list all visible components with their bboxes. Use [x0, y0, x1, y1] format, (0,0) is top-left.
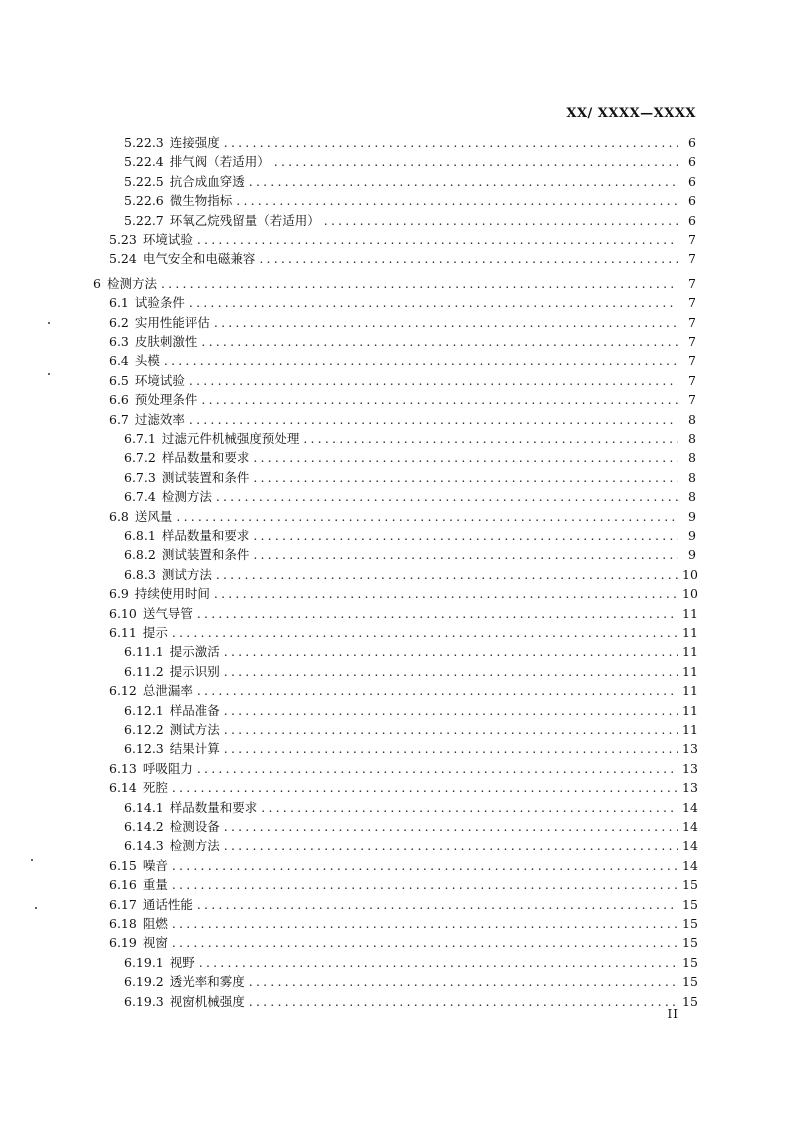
scan-speck — [48, 322, 50, 324]
toc-leader-dots — [253, 468, 678, 487]
toc-entry[interactable] — [124, 953, 696, 972]
toc-entry-title: 测试装置和条件 — [161, 547, 250, 563]
toc-entry[interactable] — [124, 133, 696, 152]
toc-entry[interactable] — [109, 914, 696, 933]
toc-entry-number: 5.22.4 — [124, 154, 164, 170]
toc-entry-number: 6.18 — [109, 916, 137, 931]
toc-entry-page: 9 — [688, 508, 696, 524]
toc-entry-page: 15 — [682, 993, 698, 1009]
toc-entry[interactable] — [109, 681, 696, 700]
toc-entry[interactable] — [109, 584, 696, 603]
toc-entry-page: 11 — [682, 722, 698, 737]
toc-entry-title: 电气安全和电磁兼容 — [142, 251, 256, 267]
toc-leader-dots — [197, 895, 678, 914]
toc-entry[interactable] — [109, 332, 696, 351]
toc-entry-page: 10 — [682, 566, 698, 582]
toc-entry-title: 送风量 — [134, 508, 173, 524]
toc-entry-number: 6.19.3 — [124, 993, 164, 1009]
toc-entry[interactable] — [124, 191, 696, 210]
toc-entry[interactable] — [124, 739, 696, 758]
toc-leader-dots — [214, 313, 678, 332]
toc-entry-page: 8 — [688, 431, 696, 446]
toc-entry-number: 6.14.2 — [124, 819, 164, 834]
toc-entry-page: 11 — [682, 663, 698, 679]
toc-entry-title: 环氧乙烷残留量（若适用） — [169, 212, 320, 228]
toc-leader-dots — [303, 429, 678, 448]
toc-entry-number: 5.22.5 — [124, 173, 164, 189]
toc-leader-dots — [224, 817, 678, 836]
toc-entry[interactable] — [109, 249, 696, 268]
toc-entry-title: 试验条件 — [134, 295, 185, 311]
toc-entry-page: 11 — [682, 625, 698, 640]
toc-entry-title: 检测设备 — [169, 819, 220, 834]
toc-entry-title: 环境试验 — [142, 232, 193, 247]
toc-leader-dots — [216, 565, 678, 584]
toc-entry-page: 6 — [688, 154, 696, 170]
toc-leader-dots — [224, 836, 678, 855]
toc-entry-title: 过滤效率 — [134, 411, 185, 427]
toc-entry-title: 连接强度 — [169, 135, 220, 150]
toc-entry[interactable] — [124, 992, 696, 1011]
toc-leader-dots — [261, 798, 678, 817]
toc-entry-number: 6.3 — [109, 334, 129, 349]
toc-entry-number: 6.7.1 — [124, 431, 156, 446]
toc-entry-number: 6.8 — [109, 508, 129, 524]
toc-entry-page: 8 — [688, 489, 696, 505]
toc-entry[interactable] — [109, 623, 696, 642]
toc-entry[interactable] — [109, 351, 696, 370]
toc-entry-number: 6.19 — [109, 935, 137, 951]
toc-entry-title: 检测方法 — [161, 489, 212, 505]
toc-entry[interactable] — [109, 933, 696, 952]
toc-leader-dots — [172, 778, 678, 797]
toc-entry-number: 6.12.2 — [124, 722, 164, 737]
toc-leader-dots — [176, 507, 678, 526]
toc-entry[interactable] — [124, 526, 696, 545]
toc-entry-page: 6 — [688, 212, 696, 228]
toc-leader-dots — [216, 487, 678, 506]
scan-speck — [35, 907, 37, 909]
document-code: XX/ XXXX—XXXX — [566, 106, 696, 121]
toc-entry-title: 实用性能评估 — [134, 314, 210, 330]
toc-leader-dots — [201, 390, 678, 409]
toc-leader-dots — [224, 720, 678, 739]
toc-leader-dots — [172, 875, 678, 894]
toc-entry-page: 14 — [682, 838, 698, 854]
toc-leader-dots — [224, 662, 678, 681]
toc-leader-dots — [172, 914, 678, 933]
toc-entry-number: 6.7.4 — [124, 489, 156, 505]
toc-entry-page: 6 — [688, 173, 696, 189]
toc-entry[interactable] — [124, 701, 696, 720]
toc-entry[interactable] — [109, 293, 696, 312]
toc-entry[interactable] — [109, 604, 696, 623]
toc-leader-dots — [201, 332, 678, 351]
toc-leader-dots — [172, 933, 678, 952]
toc-entry-page: 13 — [682, 780, 698, 796]
toc-entry-page: 10 — [682, 586, 698, 602]
toc-entry[interactable] — [124, 468, 696, 487]
toc-entry[interactable] — [109, 410, 696, 429]
toc-entry-title: 通话性能 — [142, 896, 193, 912]
toc-entry-number: 6.1 — [109, 295, 129, 311]
toc-entry[interactable] — [124, 487, 696, 506]
toc-entry[interactable] — [109, 371, 696, 390]
toc-leader-dots — [274, 152, 678, 171]
toc-leader-dots — [224, 642, 678, 661]
toc-entry-page: 15 — [682, 954, 698, 970]
toc-leader-dots — [253, 526, 678, 545]
toc-entry-number: 6.12 — [109, 683, 137, 699]
toc-entry-number: 5.22.3 — [124, 135, 164, 150]
toc-entry-page: 7 — [688, 392, 696, 408]
toc-leader-dots — [161, 274, 678, 293]
toc-entry[interactable] — [109, 390, 696, 409]
toc-entry-number: 6.19.2 — [124, 974, 164, 990]
toc-entry-page: 11 — [682, 683, 698, 699]
toc-entry[interactable] — [109, 759, 696, 778]
toc-entry-page: 7 — [688, 353, 696, 369]
toc-entry[interactable] — [109, 778, 696, 797]
toc-entry-number: 6.2 — [109, 314, 129, 330]
toc-leader-dots — [197, 759, 678, 778]
toc-leader-dots — [259, 249, 678, 268]
toc-entry-number: 6.19.1 — [124, 954, 164, 970]
toc-entry-number: 6.7.3 — [124, 469, 156, 485]
toc-entry-title: 抗合成血穿透 — [169, 173, 245, 189]
toc-entry-title: 透光率和雾度 — [169, 974, 245, 990]
toc-entry-title: 预处理条件 — [134, 392, 198, 408]
toc-entry-page: 8 — [688, 469, 696, 485]
toc-entry[interactable] — [124, 172, 696, 191]
toc-entry[interactable] — [124, 817, 696, 836]
toc-entry-number: 6.12.3 — [124, 741, 164, 757]
toc-entry-title: 死腔 — [142, 780, 168, 796]
toc-entry-number: 6.8.1 — [124, 528, 156, 543]
toc-entry-page: 8 — [688, 411, 696, 427]
toc-entry-page: 7 — [688, 334, 696, 349]
toc-entry[interactable] — [109, 507, 696, 526]
toc-entry-title: 测试方法 — [169, 722, 220, 737]
toc-entry-page: 9 — [688, 528, 696, 543]
toc-leader-dots — [324, 211, 678, 230]
toc-entry[interactable] — [124, 972, 696, 991]
toc-leader-dots — [249, 972, 678, 991]
toc-entry[interactable] — [124, 429, 696, 448]
toc-entry-number: 6.11 — [109, 625, 137, 640]
toc-entry[interactable] — [124, 565, 696, 584]
toc-entry-number: 6.9 — [109, 586, 129, 602]
toc-leader-dots — [249, 992, 678, 1011]
toc-entry-page: 14 — [682, 857, 698, 873]
toc-entry-title: 排气阀（若适用） — [169, 154, 270, 170]
toc-entry-page: 15 — [682, 877, 698, 893]
toc-entry-title: 提示识别 — [169, 663, 220, 679]
toc-entry-title: 结果计算 — [169, 741, 220, 757]
toc-entry-number: 6.11.1 — [124, 644, 164, 660]
toc-entry[interactable] — [109, 230, 696, 249]
toc-entry-title: 噪音 — [142, 857, 168, 873]
toc-entry[interactable] — [124, 662, 696, 681]
toc-entry-page: 8 — [688, 450, 696, 466]
toc-entry[interactable] — [124, 642, 696, 661]
toc-entry-page: 11 — [682, 605, 698, 621]
toc-entry[interactable] — [109, 313, 696, 332]
toc-entry-page: 14 — [682, 819, 698, 834]
toc-entry-number: 6.11.2 — [124, 663, 164, 679]
toc-entry-page: 9 — [688, 547, 696, 563]
toc-entry-title: 重量 — [142, 877, 168, 893]
toc-entry-title: 视窗机械强度 — [169, 993, 245, 1009]
toc-leader-dots — [253, 545, 678, 564]
toc-entry-number: 5.22.7 — [124, 212, 164, 228]
toc-entry-title: 微生物指标 — [169, 193, 233, 209]
toc-leader-dots — [197, 681, 678, 700]
toc-entry-number: 5.23 — [109, 232, 137, 247]
toc-entry-page: 15 — [682, 896, 698, 912]
toc-entry-title: 提示 — [142, 625, 168, 640]
toc-entry-number: 6.5 — [109, 372, 129, 388]
toc-entry-number: 6.8.2 — [124, 547, 156, 563]
toc-entry[interactable] — [124, 152, 696, 171]
toc-entry-number: 6.14.3 — [124, 838, 164, 854]
toc-entry-number: 5.22.6 — [124, 193, 164, 209]
toc-entry-title: 过滤元件机械强度预处理 — [161, 431, 300, 446]
toc-entry-title: 样品准备 — [169, 702, 220, 718]
toc-entry-title: 样品数量和要求 — [169, 799, 258, 815]
toc-entry-number: 6.13 — [109, 760, 137, 776]
toc-entry-number: 6.10 — [109, 605, 137, 621]
toc-entry-page: 7 — [688, 314, 696, 330]
toc-entry-title: 样品数量和要求 — [161, 528, 250, 543]
toc-leader-dots — [189, 371, 678, 390]
toc-entry-page: 14 — [682, 799, 698, 815]
toc-entry-page: 13 — [682, 760, 698, 776]
toc-leader-dots — [249, 172, 678, 191]
toc-leader-dots — [224, 133, 678, 152]
toc-leader-dots — [214, 584, 678, 603]
toc-entry-page: 15 — [682, 916, 698, 931]
toc-leader-dots — [172, 856, 678, 875]
toc-entry-number: 6.7 — [109, 411, 129, 427]
toc-entry[interactable] — [124, 448, 696, 467]
toc-entry-title: 环境试验 — [134, 372, 185, 388]
toc-leader-dots — [172, 623, 678, 642]
toc-entry-page: 7 — [688, 251, 696, 267]
toc-leader-dots — [164, 351, 678, 370]
toc-leader-dots — [224, 701, 678, 720]
toc-entry-number: 6.7.2 — [124, 450, 156, 466]
toc-leader-dots — [224, 739, 678, 758]
toc-entry-page: 7 — [688, 275, 696, 291]
toc-entry-page: 6 — [688, 135, 696, 150]
toc-entry-title: 样品数量和要求 — [161, 450, 250, 466]
toc-entry-page: 6 — [688, 193, 696, 209]
toc-entry-number: 6.17 — [109, 896, 137, 912]
toc-leader-dots — [199, 953, 678, 972]
toc-entry-number: 6.14 — [109, 780, 137, 796]
toc-entry-title: 视窗 — [142, 935, 168, 951]
toc-entry[interactable] — [109, 856, 696, 875]
scan-speck — [48, 373, 50, 375]
toc-entry-number: 6.4 — [109, 353, 129, 369]
toc-entry[interactable] — [93, 274, 696, 293]
toc-leader-dots — [253, 448, 678, 467]
toc-entry[interactable] — [109, 875, 696, 894]
toc-entry-page: 7 — [688, 372, 696, 388]
toc-entry-page: 7 — [688, 295, 696, 311]
toc-entry-title: 检测方法 — [169, 838, 220, 854]
toc-entry-page: 11 — [682, 644, 698, 660]
toc-entry-number: 6.15 — [109, 857, 137, 873]
toc-entry[interactable] — [124, 836, 696, 855]
toc-entry-number: 5.24 — [109, 251, 137, 267]
toc-leader-dots — [189, 410, 678, 429]
page-number: II — [667, 1007, 679, 1021]
toc-entry-number: 6.14.1 — [124, 799, 164, 815]
scan-speck — [31, 859, 33, 861]
toc-entry[interactable] — [124, 720, 696, 739]
toc-entry-title: 头模 — [134, 353, 160, 369]
toc-entry-number: 6 — [93, 275, 101, 291]
toc-entry-title: 呼吸阻力 — [142, 760, 193, 776]
toc-entry-page: 13 — [682, 741, 698, 757]
toc-entry-title: 持续使用时间 — [134, 586, 210, 602]
toc-entry-page: 15 — [682, 974, 698, 990]
toc-entry[interactable] — [124, 798, 696, 817]
toc-leader-dots — [197, 604, 678, 623]
toc-entry-title: 皮肤刺激性 — [134, 334, 198, 349]
toc-leader-dots — [197, 230, 678, 249]
toc-entry-number: 6.6 — [109, 392, 129, 408]
toc-leader-dots — [189, 293, 678, 312]
toc-entry[interactable] — [124, 211, 696, 230]
toc-entry[interactable] — [109, 895, 696, 914]
toc-entry-page: 11 — [682, 702, 698, 718]
toc-entry-title: 提示激活 — [169, 644, 220, 660]
toc-leader-dots — [236, 191, 678, 210]
toc-entry-title: 检测方法 — [106, 275, 157, 291]
toc-entry-number: 6.8.3 — [124, 566, 156, 582]
toc-entry-title: 送气导管 — [142, 605, 193, 621]
toc-entry[interactable] — [124, 545, 696, 564]
toc-entry-title: 视野 — [169, 954, 195, 970]
toc-entry-title: 测试装置和条件 — [161, 469, 250, 485]
toc-entry-page: 15 — [682, 935, 698, 951]
toc-entry-title: 总泄漏率 — [142, 683, 193, 699]
toc-entry-number: 6.16 — [109, 877, 137, 893]
toc-entry-title: 阻燃 — [142, 916, 168, 931]
toc-entry-page: 7 — [688, 232, 696, 247]
toc-entry-title: 测试方法 — [161, 566, 212, 582]
toc-entry-number: 6.12.1 — [124, 702, 164, 718]
